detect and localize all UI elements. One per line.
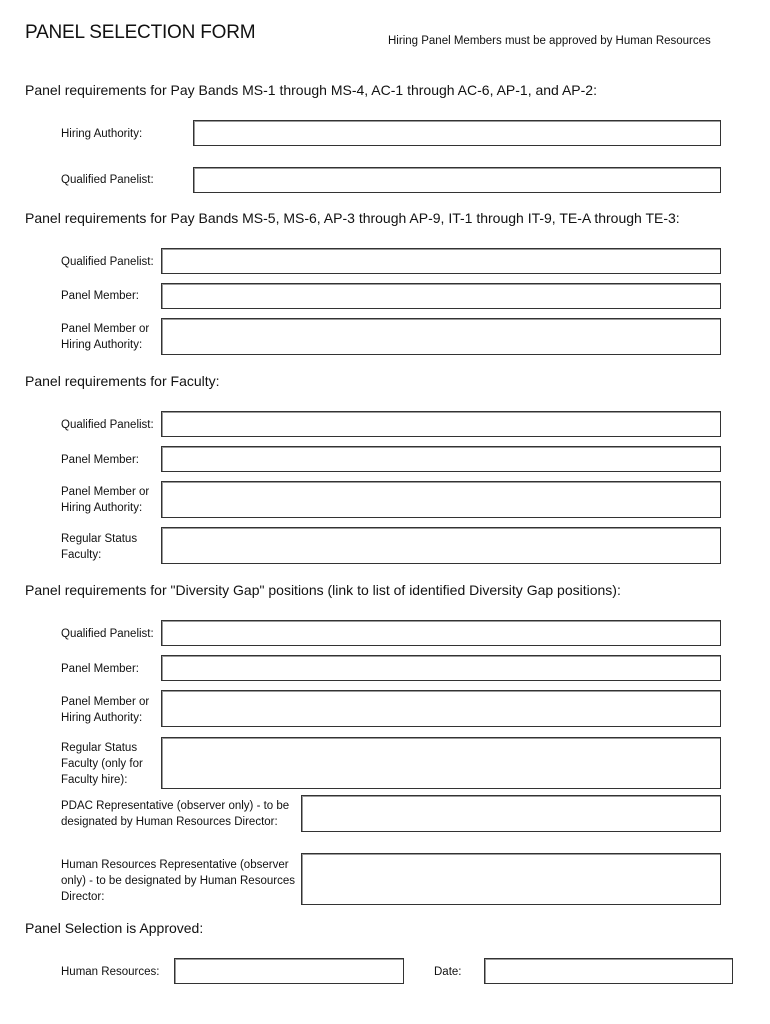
section-heading-ms1-ms4: Panel requirements for Pay Bands MS-1 through MS-4, AC-1 through AC-6, AP-1, and AP-2: — [25, 82, 597, 98]
hr-representative-field[interactable] — [301, 853, 721, 905]
panel-member-or-hiring-authority-field[interactable] — [161, 481, 721, 518]
field-label: Panel Member: — [61, 290, 139, 302]
panel-member-field[interactable] — [161, 283, 721, 309]
panel-member-or-hiring-authority-field[interactable] — [161, 690, 721, 727]
panel-member-field[interactable] — [161, 655, 721, 681]
field-label: Panel Member or Hiring Authority: — [61, 486, 150, 514]
section-heading-approval: Panel Selection is Approved: — [25, 920, 204, 936]
section-heading-faculty: Panel requirements for Faculty: — [25, 373, 220, 389]
field-label: Regular Status Faculty (only for Faculty hire): — [61, 742, 143, 786]
qualified-panelist-field[interactable] — [161, 411, 721, 437]
pdac-representative-field[interactable] — [301, 795, 721, 832]
field-label: Qualified Panelist: — [61, 174, 154, 186]
qualified-panelist-field[interactable] — [161, 248, 721, 274]
field-label: Human Resources: — [61, 966, 160, 978]
qualified-panelist-field[interactable] — [161, 620, 721, 646]
field-label: Hiring Authority: — [61, 128, 143, 140]
field-label: Qualified Panelist: — [61, 256, 154, 268]
field-label: Panel Member: — [61, 454, 139, 466]
qualified-panelist-field[interactable] — [193, 167, 721, 193]
human-resources-approval-field[interactable] — [174, 958, 404, 984]
regular-status-faculty-hire-field[interactable] — [161, 737, 721, 789]
hiring-authority-field[interactable] — [193, 120, 721, 146]
section-heading-ms5-ms6: Panel requirements for Pay Bands MS-5, MS-6, AP-3 through AP-9, IT-1 through IT-9, TE-A through TE-3: — [25, 210, 680, 226]
field-label: Panel Member: — [61, 663, 139, 675]
approval-note: Hiring Panel Members must be approved by Human Resources — [388, 35, 711, 47]
field-label: Regular Status Faculty: — [61, 533, 138, 561]
field-label: Human Resources Representative (observer only) - to be designated by Human Resources Director: — [61, 859, 295, 903]
panel-member-field[interactable] — [161, 446, 721, 472]
field-label: Date: — [434, 966, 462, 978]
section-heading-diversity-gap: Panel requirements for "Diversity Gap" positions (link to list of identified Diversity Gap positions): — [25, 582, 621, 598]
regular-status-faculty-field[interactable] — [161, 527, 721, 564]
field-label: Panel Member or Hiring Authority: — [61, 696, 150, 724]
date-field[interactable] — [484, 958, 733, 984]
field-label: Qualified Panelist: — [61, 628, 154, 640]
form-title: PANEL SELECTION FORM — [25, 22, 256, 43]
field-label: PDAC Representative (observer only) - to be designated by Human Resources Director: — [61, 800, 290, 828]
field-label: Qualified Panelist: — [61, 419, 154, 431]
field-label: Panel Member or Hiring Authority: — [61, 323, 150, 351]
panel-member-or-hiring-authority-field[interactable] — [161, 318, 721, 355]
